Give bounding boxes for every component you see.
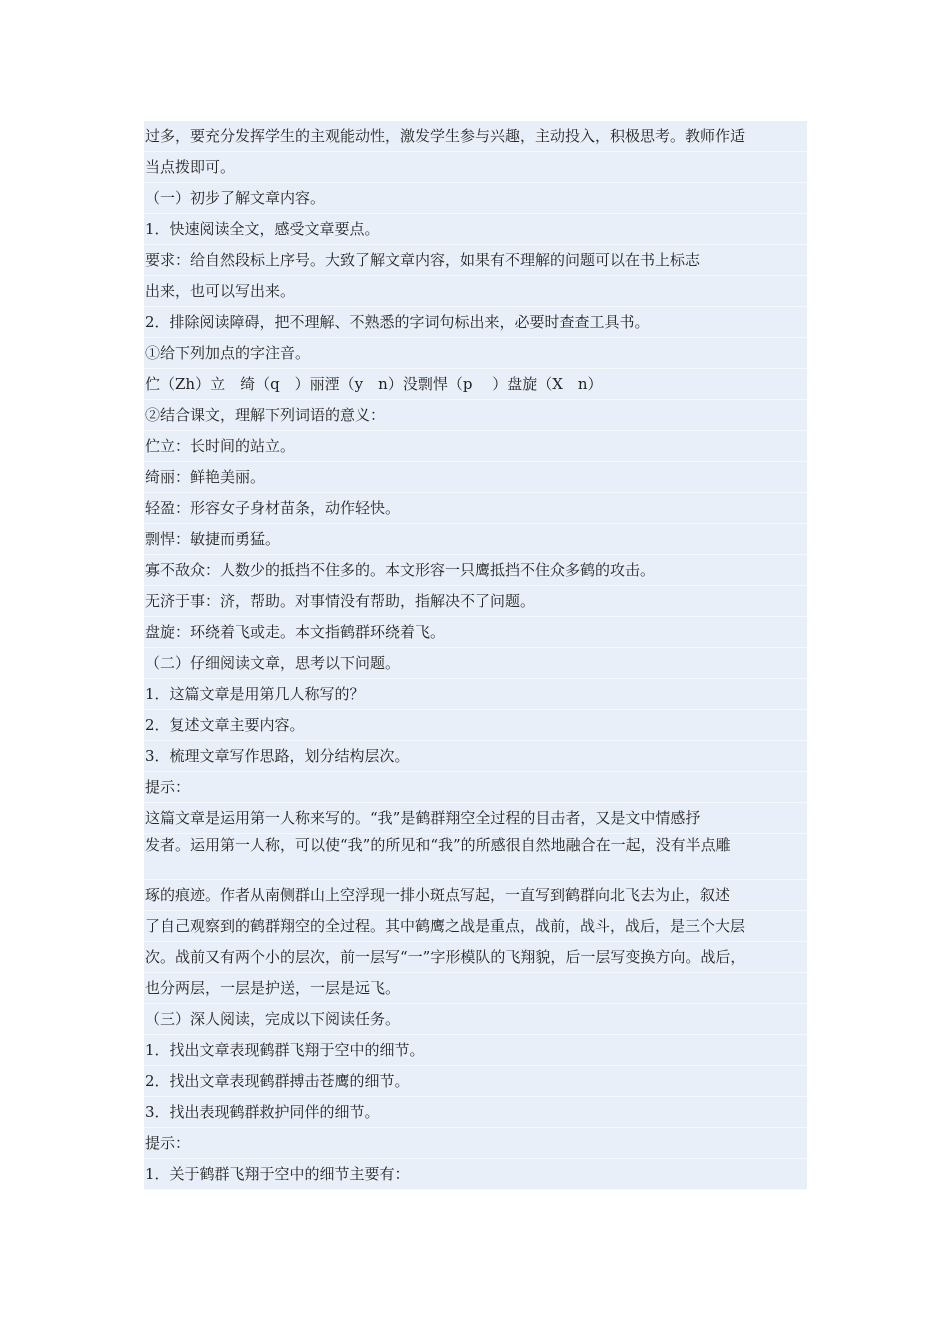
question-item: 1．找出文章表现鹤群飞翔于空中的细节。: [144, 1035, 807, 1066]
text-line: 1．快速阅读全文，感受文章要点。: [144, 214, 807, 245]
section-heading: （三）深人阅读，完成以下阅读任务。: [144, 1004, 807, 1035]
question-item: 2．找出文章表现鹤群搏击苍鹰的细节。: [144, 1066, 807, 1097]
question-item: 1．这篇文章是用第几人称写的？: [144, 679, 807, 710]
text-line: 了自己观察到的鹤群翔空的全过程。其中鹤鹰之战是重点，战前，战斗，战后，是三个大层: [144, 911, 807, 942]
text-line: 琢的痕迹。作者从南侧群山上空浮现一排小斑点写起，一直写到鹤群向北飞去为止，叙述: [144, 880, 807, 911]
text-line: 要求：给自然段标上序号。大致了解文章内容，如果有不理解的问题可以在书上标志: [144, 245, 807, 276]
hint-label: 提示：: [144, 1128, 807, 1159]
section-heading: （一）初步了解文章内容。: [144, 183, 807, 214]
text-line: 2．排除阅读障碍，把不理解、不熟悉的字词句标出来，必要时查查工具书。: [144, 307, 807, 338]
question-item: 2．复述文章主要内容。: [144, 710, 807, 741]
definition-item: 无济于事：济，帮助。对事情没有帮助，指解决不了问题。: [144, 586, 807, 617]
definition-item: 绮丽：鲜艳美丽。: [144, 462, 807, 493]
text-line: ②结合课文，理解下列词语的意义：: [144, 400, 807, 431]
question-item: 3．梳理文章写作思路，划分结构层次。: [144, 741, 807, 772]
text-line: 次。战前又有两个小的层次，前一层写“一”字形模队的飞翔貌，后一层写变换方向。战后，: [144, 942, 807, 973]
definition-item: 轻盈：形容女子身材苗条，动作轻快。: [144, 493, 807, 524]
definition-item: 寡不敌众：人数少的抵挡不住多的。本文形容一只鹰抵挡不住众多鹤的攻击。: [144, 555, 807, 586]
hint-label: 提示：: [144, 772, 807, 803]
text-line: 1．关于鹤群飞翔于空中的细节主要有：: [144, 1159, 807, 1190]
document-body: [144, 121, 807, 1190]
text-line: 发者。运用第一人称，可以使“我”的所见和“我”的所感很自然地融合在一起，没有半点雕: [144, 834, 807, 880]
text-line: 也分两层，一层是护送，一层是远飞。: [144, 973, 807, 1004]
question-item: 3．找出表现鹤群救护同伴的细节。: [144, 1097, 807, 1128]
definition-item: 剽悍：敏捷而勇猛。: [144, 524, 807, 555]
text-line: 出来，也可以写出来。: [144, 276, 807, 307]
text-line: 当点拨即可。: [144, 152, 807, 183]
definition-item: 盘旋：环绕着飞或走。本文指鹤群环绕着飞。: [144, 617, 807, 648]
text-line: 这篇文章是运用第一人称来写的。“我”是鹤群翔空全过程的目击者，又是文中情感抒: [144, 803, 807, 834]
section-heading: （二）仔细阅读文章，思考以下问题。: [144, 648, 807, 679]
text-line: 过多，要充分发挥学生的主观能动性，激发学生参与兴趣，主动投入，积极思考。教师作适: [144, 121, 807, 152]
pinyin-exercise: 伫（Zh）立 绮（q ）丽湮（y n）没剽悍（p ）盘旋（X n）: [144, 369, 807, 400]
definition-item: 伫立：长时间的站立。: [144, 431, 807, 462]
text-line: ①给下列加点的字注音。: [144, 338, 807, 369]
